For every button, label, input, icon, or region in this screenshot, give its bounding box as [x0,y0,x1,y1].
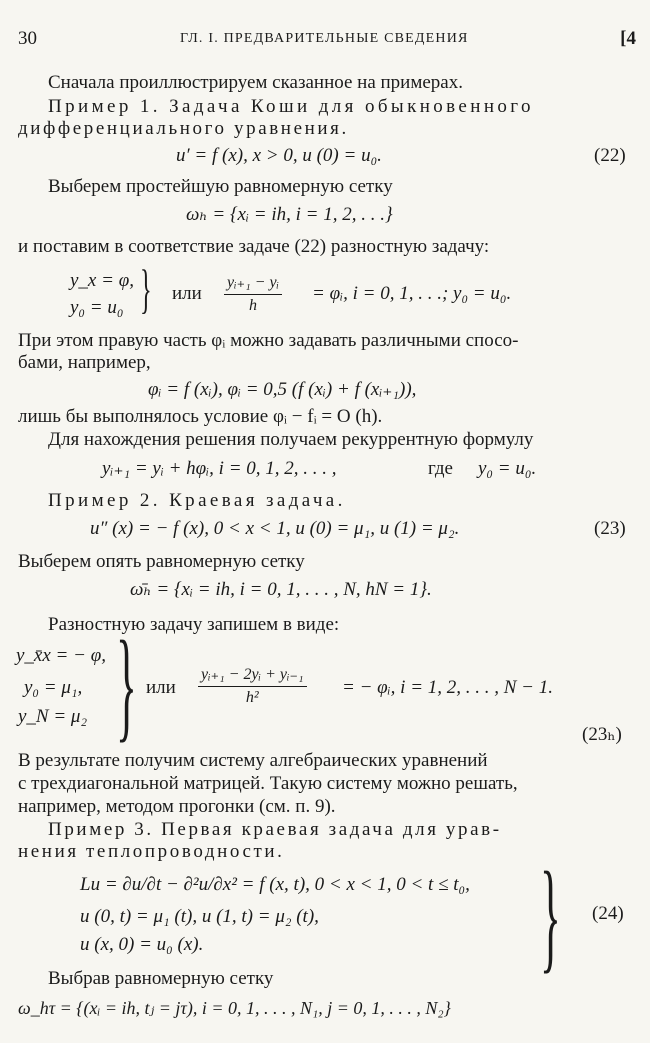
equation-number: (23) [594,518,626,539]
difference-eq: y_N = μ₂ [18,706,88,727]
right-brace: } [140,259,152,319]
grid-definition: ω̄ₕ = {xᵢ = ih, i = 0, 1, . . . , N, hN = 1}. [130,579,432,600]
page-number: 30 [18,28,37,49]
chapter-title: ГЛ. I. ПРЕДВАРИТЕЛЬНЫЕ СВЕДЕНИЯ [180,31,469,46]
difference-eq: = − φᵢ, i = 1, 2, . . . , N − 1. [342,677,554,698]
fraction-numerator: yᵢ₊₁ − 2yᵢ + yᵢ₋₁ [198,664,307,687]
difference-eq: y_x̄x = − φ, [16,645,106,666]
or-word: или [172,283,202,304]
where-word: где [428,458,453,479]
heat-equation: Lu = ∂u/∂t − ∂²u/∂x² = f (x, t), 0 < x < 1, 0 < t ≤ t₀, [80,874,470,895]
text-line: с трехдиагональной матрицей. Такую систему можно решать, [18,773,518,794]
text-line: бами, например, [18,352,151,373]
text-line: дифференциального уравнения. [18,118,349,139]
text-line: и поставим в соответствие задаче (22) разностную задачу: [18,236,490,257]
boundary-conditions: u (0, t) = μ₁ (t), u (1, t) = μ₂ (t), [80,906,319,927]
difference-fraction [224,272,282,317]
phi-definitions: φᵢ = f (xᵢ), φᵢ = 0,5 (f (xᵢ) + f (xᵢ₊₁)), [148,379,417,400]
initial-condition: u (x, 0) = u₀ (x). [80,934,204,955]
text-line: Выберем опять равномерную сетку [18,551,305,572]
difference-eq: y₀ = μ₁, [24,677,83,698]
equation-23: u″ (x) = − f (x), 0 < x < 1, u (0) = μ₁, u (1) = μ₂. [90,518,460,539]
difference-eq: y_x = φ, [70,270,134,291]
text-line: Сначала проиллюстрируем сказанное на примерах. [48,72,463,93]
equation-22: u′ = f (x), x > 0, u (0) = u₀. [176,145,382,166]
difference-fraction [198,664,307,709]
section-number: [4 [620,28,636,49]
difference-eq: y₀ = u₀ [70,297,124,318]
fraction-denominator: h [249,297,258,314]
example-2-heading: Пример 2. Краевая задача. [48,490,346,511]
recurrence-formula: yᵢ₊₁ = yᵢ + hφᵢ, i = 0, 1, 2, . . . , [102,458,337,479]
grid-definition: ω_hτ = {(xᵢ = ih, tⱼ = jτ), i = 0, 1, . . . , N₁, j = 0, 1, . . . , N₂} [18,998,451,1018]
text-line: лишь бы выполнялось условие φᵢ − fᵢ = O (h). [18,406,383,427]
fraction-numerator: yᵢ₊₁ − yᵢ [224,272,282,295]
equation-number: (24) [592,903,624,924]
text-line: При этом правую часть φᵢ можно задавать различными спосо- [18,330,519,351]
text-line: Разностную задачу запишем в виде: [48,614,340,635]
example-1-heading: Пример 1. Задача Коши для обыкновенного [48,96,534,117]
text-line: В результате получим систему алгебраических уравнений [18,750,488,771]
fraction-denominator: h² [245,689,259,706]
running-header [0,0,650,60]
grid-definition: ωₕ = {xᵢ = ih, i = 1, 2, . . .} [186,204,393,225]
text-line: например, методом прогонки (см. п. 9). [18,796,336,817]
text-line: Выбрав равномерную сетку [48,968,274,989]
text-line: Выберем простейшую равномерную сетку [48,176,393,197]
text-line: нения теплопроводности. [18,841,285,862]
or-word: или [146,677,176,698]
right-brace: } [116,616,137,753]
equation-number: (22) [594,145,626,166]
text-line: Для нахождения решения получаем рекуррентную формулу [48,429,534,450]
right-brace: } [540,847,561,984]
difference-eq: = φᵢ, i = 0, 1, . . .; y₀ = u₀. [312,283,512,304]
equation-number: (23ₕ) [582,724,622,745]
initial-condition: y₀ = u₀. [478,458,537,479]
example-3-heading: Пример 3. Первая краевая задача для урав- [48,819,502,840]
